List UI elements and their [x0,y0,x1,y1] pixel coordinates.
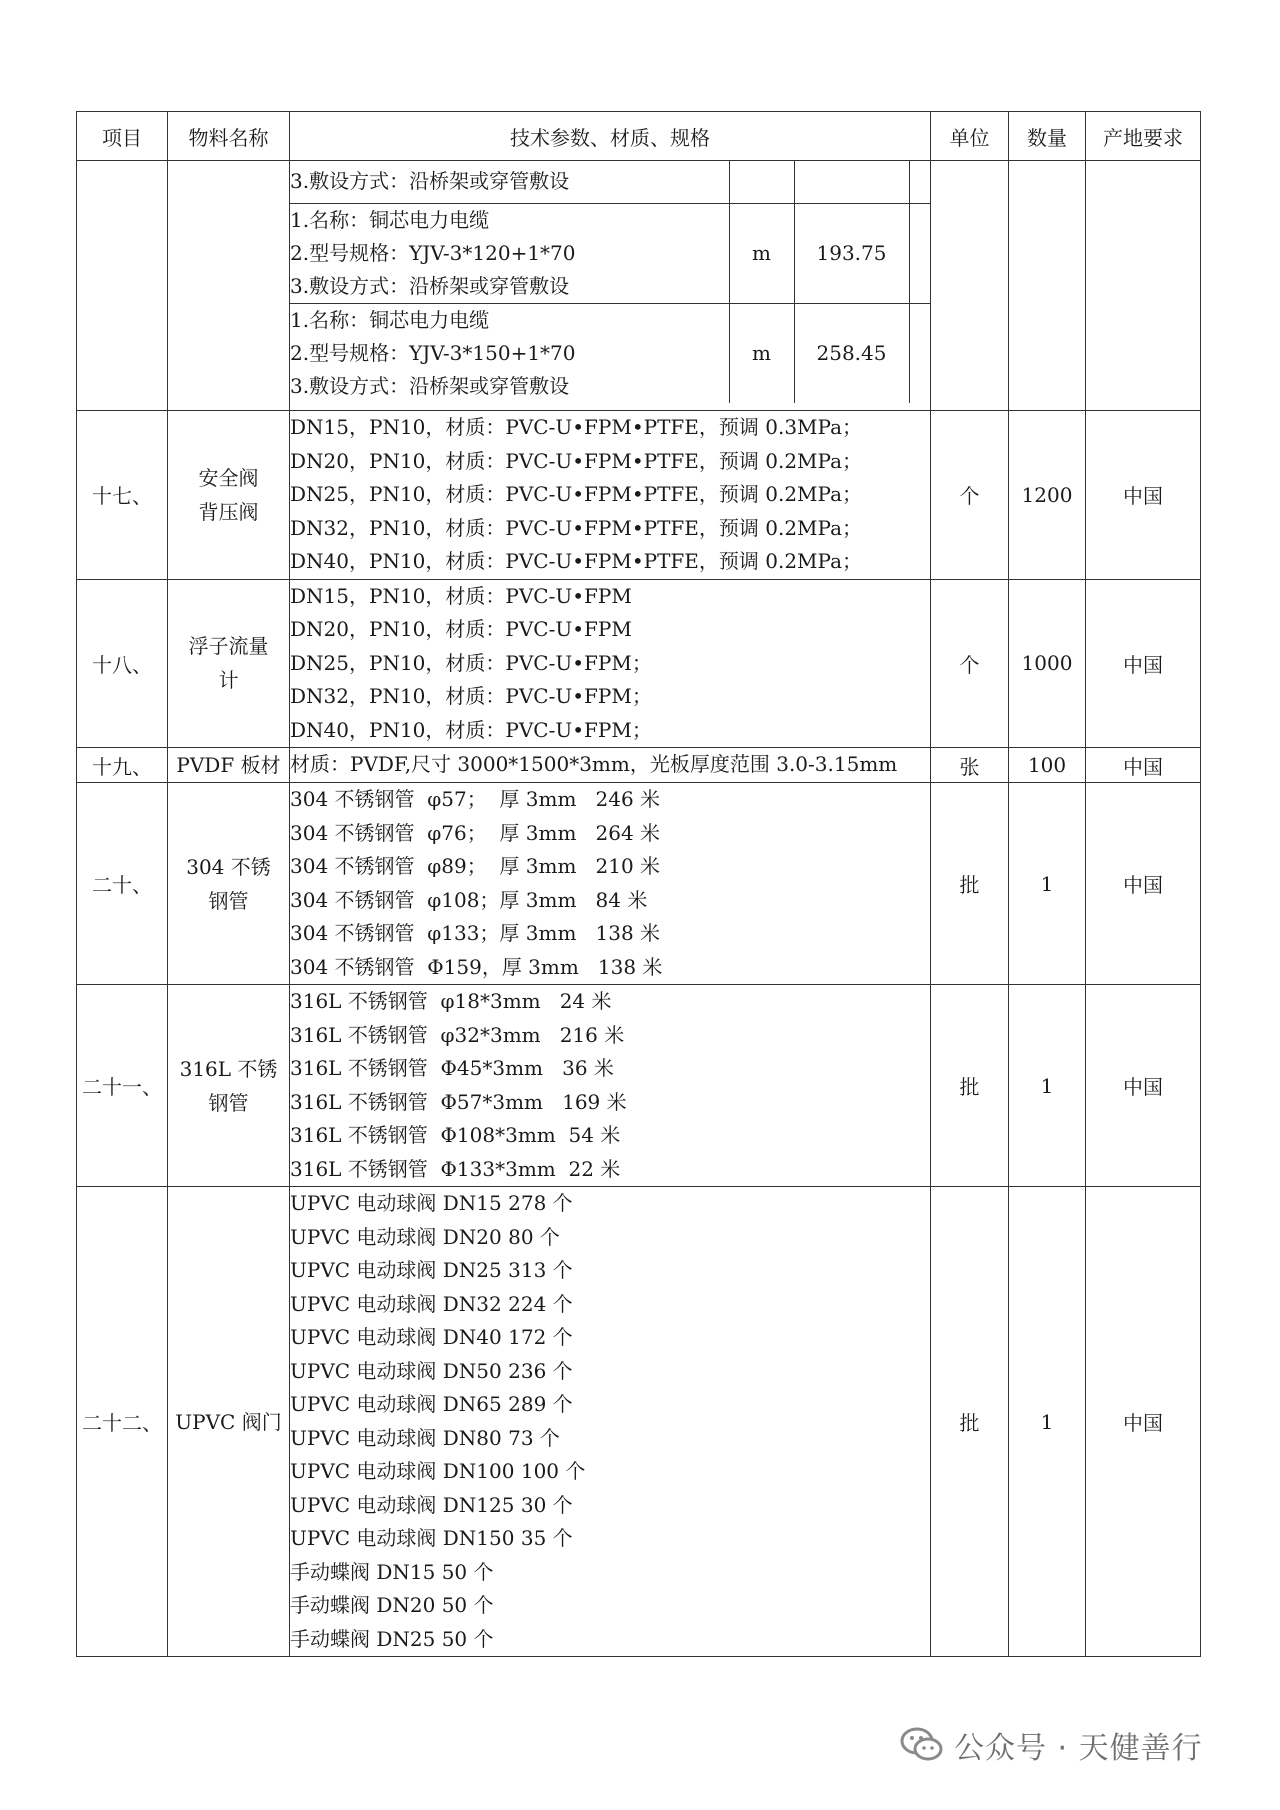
spec-line: DN32，PN10，材质：PVC-U•FPM； [290,684,652,708]
spec-line: DN25，PN10，材质：PVC-U•FPM； [290,650,652,675]
item-row [77,985,1201,1187]
watermark-text: 公众号 · 天健善行 [954,1731,1203,1766]
material-name-line: 浮子流量 [188,634,269,659]
spec-line: 1.名称：铜芯电力电缆 [290,207,490,232]
cable-origin-cell [1086,161,1201,411]
spec-line: 1.名称：铜芯电力电缆 [290,307,490,332]
item-number: 十八、 [77,579,168,748]
material-name [168,748,290,783]
spec-line: DN15，PN10，材质：PVC-U•FPM [290,583,632,608]
qty-cell: 1 [1009,783,1086,985]
spec-line: DN40，PN10，材质：PVC-U•FPM•PTFE，预调 0.2MPa； [290,549,863,573]
origin-cell: 中国 [1086,985,1201,1187]
material-name [168,579,290,748]
material-name-line: 计 [218,668,239,693]
item-row [77,579,1201,748]
cable-sub-unit: m [729,203,794,303]
material-name-line: PVDF 板材 [176,753,281,777]
spec-cell [290,985,931,1187]
header-row [77,112,1201,161]
spec-line: 316L 不锈钢管 φ32*3mm 216 米 [290,1022,625,1047]
spec-line: 3.敷设方式：沿桥架或穿管敷设 [290,273,570,298]
spec-line: 304 不锈钢管 φ133；厚 3mm 138 米 [290,921,661,945]
spec-line: 316L 不锈钢管 Φ108*3mm 54 米 [290,1123,621,1147]
spec-line: 2.型号规格：YJV-3*150+1*70 [290,340,576,365]
spec-line: UPVC 电动球阀 DN125 30 个 [290,1492,573,1517]
cable-name-cell [168,161,290,411]
spec-line: 316L 不锈钢管 Φ45*3mm 36 米 [290,1056,614,1080]
spec-line: 304 不锈钢管 Φ159，厚 3mm 138 米 [290,954,663,979]
spec-line: 手动蝶阀 DN20 50 个 [290,1593,494,1617]
cable-subtable [290,161,930,403]
qty-cell: 1200 [1009,411,1086,580]
spec-line: 316L 不锈钢管 φ18*3mm 24 米 [290,989,612,1013]
material-name-line: UPVC 阀门 [175,1409,282,1434]
origin-cell: 中国 [1086,748,1201,783]
cable-qty-cell [1009,161,1086,411]
material-name [168,411,290,580]
spec-line: DN20，PN10，材质：PVC-U•FPM•PTFE，预调 0.2MPa； [290,448,863,473]
cable-sub-spec [290,303,729,403]
watermark [900,1720,1203,1770]
item-row [77,1187,1201,1657]
spec-cell [290,579,931,748]
spec-line: 手动蝶阀 DN15 50 个 [290,1559,494,1584]
spec-line: 304 不锈钢管 φ57； 厚 3mm 246 米 [290,787,661,811]
spec-line: UPVC 电动球阀 DN150 35 个 [290,1526,573,1550]
cable-sub-qty [794,161,909,203]
cable-sub-row [290,161,930,203]
spec-line: 316L 不锈钢管 Φ133*3mm 22 米 [290,1156,621,1181]
item-number: 二十一、 [77,985,168,1187]
cable-sub-unit: m [729,303,794,403]
cable-sub-row [290,303,930,403]
spec-line: DN20，PN10，材质：PVC-U•FPM [290,617,632,641]
spec-line: 304 不锈钢管 φ76； 厚 3mm 264 米 [290,820,661,845]
spec-line: 手动蝶阀 DN25 50 个 [290,1626,494,1651]
origin-cell: 中国 [1086,783,1201,985]
spec-line: 材质：PVDF,尺寸 3000*1500*3mm，光板厚度范围 3.0-3.15mm [290,752,898,777]
cable-sub-row [290,203,930,303]
origin-cell: 中国 [1086,1187,1201,1657]
spec-cell [290,748,931,783]
unit-cell: 批 [931,783,1009,985]
spec-line: DN40，PN10，材质：PVC-U•FPM； [290,717,652,742]
header-material: 物料名称 [168,112,290,161]
material-name-line: 安全阀 [198,465,259,490]
item-row [77,748,1201,783]
item-number: 十九、 [77,748,168,783]
material-name-line: 钢管 [208,1090,249,1115]
cable-continuation-row [77,161,1201,411]
qty-cell: 1 [1009,1187,1086,1657]
item-number: 二十、 [77,783,168,985]
spec-line: DN32，PN10，材质：PVC-U•FPM•PTFE，预调 0.2MPa； [290,515,863,540]
cable-unit-cell [931,161,1009,411]
spec-line: 3.敷设方式：沿桥架或穿管敷设 [290,373,570,398]
header-spec: 技术参数、材质、规格 [290,112,931,161]
spec-line: DN15，PN10，材质：PVC-U•FPM•PTFE，预调 0.3MPa； [290,415,863,439]
cable-sub-unit [729,161,794,203]
material-name [168,1187,290,1657]
wechat-icon [900,1725,944,1765]
material-name-line: 钢管 [208,888,249,913]
item-row [77,411,1201,580]
spec-line: UPVC 电动球阀 DN100 100 个 [290,1459,586,1483]
unit-cell: 个 [931,411,1009,580]
material-name-line: 背压阀 [198,499,259,524]
cable-sub-qty: 258.45 [794,303,909,403]
spec-line: 304 不锈钢管 φ89； 厚 3mm 210 米 [290,854,661,878]
unit-cell: 个 [931,579,1009,748]
origin-cell: 中国 [1086,579,1201,748]
header-item: 项目 [77,112,168,161]
spec-line: 3.敷设方式：沿桥架或穿管敷设 [290,169,570,194]
cable-sub-spec [290,161,729,203]
header-origin: 产地要求 [1086,112,1201,161]
spec-line: UPVC 电动球阀 DN15 278 个 [290,1191,573,1215]
spec-line: UPVC 电动球阀 DN20 80 个 [290,1224,560,1249]
spec-line: 316L 不锈钢管 Φ57*3mm 169 米 [290,1089,627,1114]
material-name [168,985,290,1187]
spec-line: DN25，PN10，材质：PVC-U•FPM•PTFE，预调 0.2MPa； [290,482,863,506]
material-name-line: 304 不锈 [186,854,271,879]
spec-line: UPVC 电动球阀 DN80 73 个 [290,1425,560,1450]
cable-item-cell [77,161,168,411]
spec-line: 304 不锈钢管 φ108；厚 3mm 84 米 [290,887,648,912]
item-row [77,783,1201,985]
spec-line: UPVC 电动球阀 DN40 172 个 [290,1325,573,1349]
procurement-table [76,111,1201,1657]
unit-cell: 批 [931,985,1009,1187]
spec-line: UPVC 电动球阀 DN50 236 个 [290,1358,573,1383]
cable-sub-qty: 193.75 [794,203,909,303]
unit-cell: 张 [931,748,1009,783]
qty-cell: 100 [1009,748,1086,783]
spec-cell [290,411,931,580]
spec-line: UPVC 电动球阀 DN25 313 个 [290,1258,573,1282]
spec-line: UPVC 电动球阀 DN65 289 个 [290,1392,573,1416]
origin-cell: 中国 [1086,411,1201,580]
qty-cell: 1 [1009,985,1086,1187]
material-name [168,783,290,985]
cable-spec-cell [290,161,931,411]
unit-cell: 批 [931,1187,1009,1657]
header-unit: 单位 [931,112,1009,161]
material-name-line: 316L 不锈 [179,1056,278,1081]
spec-line: UPVC 电动球阀 DN32 224 个 [290,1291,573,1316]
header-qty: 数量 [1009,112,1086,161]
spec-line: 2.型号规格：YJV-3*120+1*70 [290,240,576,265]
spec-cell [290,783,931,985]
cable-sub-spec [290,203,729,303]
spec-cell [290,1187,931,1657]
item-number: 十七、 [77,411,168,580]
qty-cell: 1000 [1009,579,1086,748]
item-number: 二十二、 [77,1187,168,1657]
